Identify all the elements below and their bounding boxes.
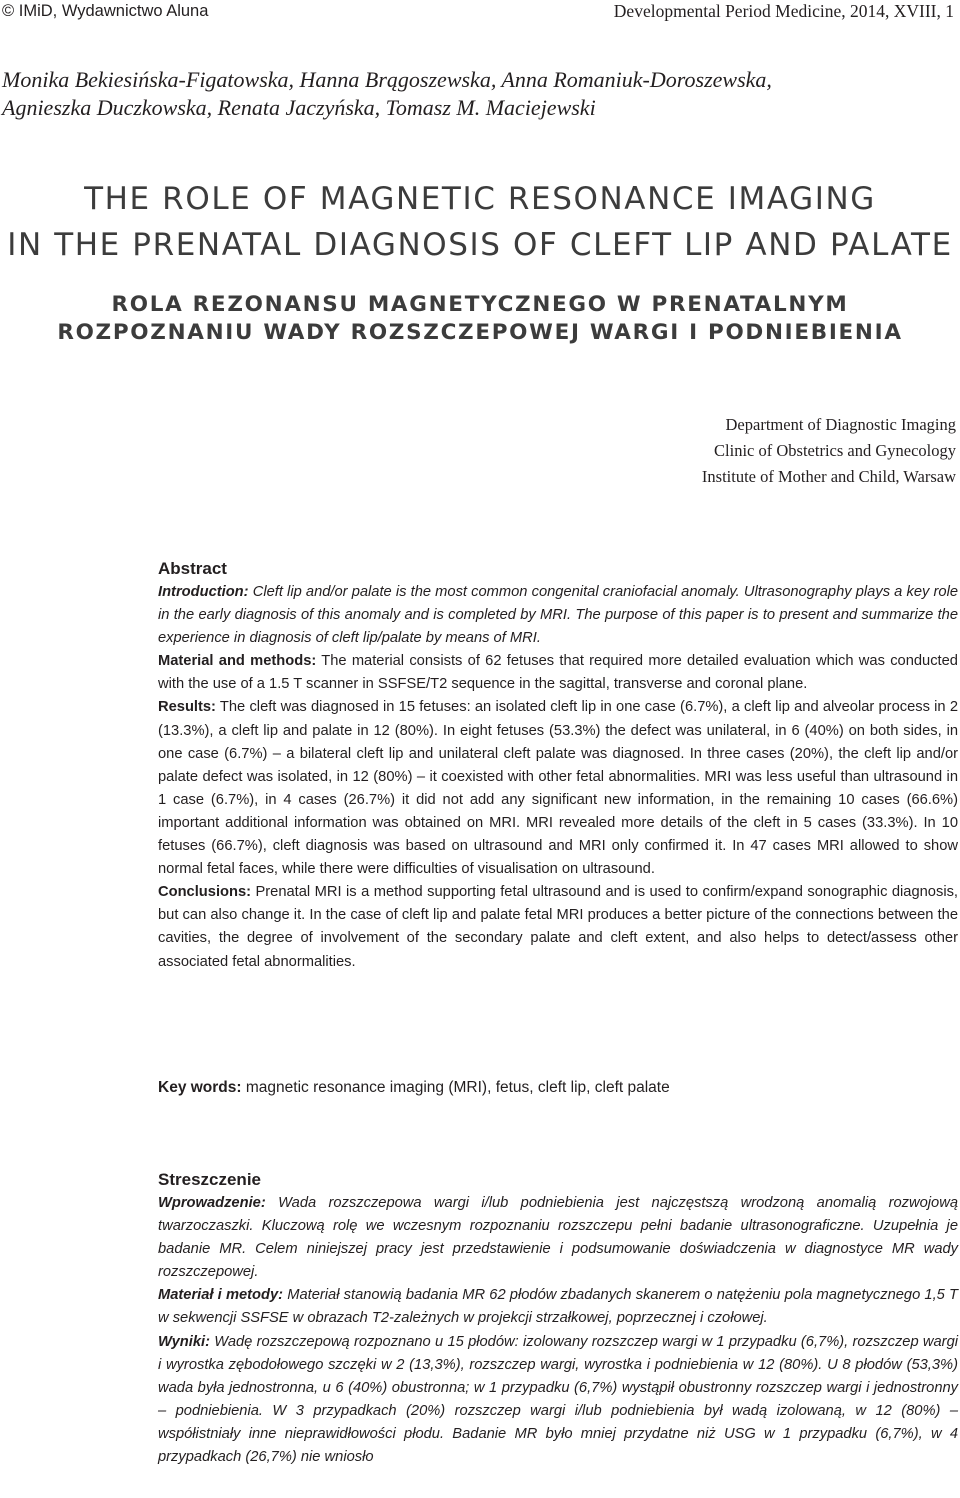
introduction-text: Ultrasonography plays a key role in the early diagnosis of this anomaly and is completed by MRI. The purpose of this paper is to present and summarize the experience in diagnosis of cleft lip/palate by means of MRI.	[158, 584, 958, 647]
author-list	[2, 66, 952, 122]
keywords-text: magnetic resonance imaging (MRI), fetus, cleft lip, cleft palate	[241, 1079, 670, 1096]
abstract-introduction	[158, 581, 958, 650]
affiliation-line-2: Clinic of Obstetrics and Gynecology	[714, 441, 956, 460]
streszczenie-introduction	[158, 1192, 958, 1284]
streszczenie-heading: Streszczenie	[158, 1170, 261, 1189]
streszczenie-section	[158, 1168, 958, 1469]
keywords-line	[158, 1076, 958, 1099]
title-english-line-2: IN THE PRENATAL DIAGNOSIS OF CLEFT LIP AND PALATE	[7, 227, 953, 263]
keywords-section	[158, 1076, 958, 1099]
abstract-methods	[158, 650, 958, 696]
title-polish	[0, 291, 960, 347]
abstract-conclusions	[158, 881, 958, 973]
abstract-results	[158, 696, 958, 881]
journal-copyright: © IMiD, Wydawnictwo Aluna	[2, 2, 209, 20]
author-line-1: Monika Bekiesińska-Figatowska, Hanna Brągoszewska, Anna Romaniuk-Doroszewska,	[2, 67, 772, 92]
affiliation-line-3: Institute of Mother and Child, Warsaw	[701, 467, 956, 486]
keywords-label: Key words:	[158, 1079, 242, 1096]
title-polish-line-1: ROLA REZONANSU MAGNETYCZNEGO W PRENATALNYM	[111, 292, 849, 317]
metody-text: Materiał stanowią badania MR 62 płodów zbadanych skanerem o natężeniu pola magnetycznego 1,5 T w sekwencji SSFSE w obrazach T2-zależnych w projekcji strzałkowej, poprzecznej i czołowej.	[158, 1287, 958, 1327]
affiliation-line-1: Department of Diagnostic Imaging	[725, 415, 956, 434]
wprowadzenie-label: Wprowadzenie:	[158, 1195, 266, 1211]
results-label: Results:	[158, 699, 216, 716]
author-line-2: Agnieszka Duczkowska, Renata Jaczyńska, Tomasz M. Maciejewski	[2, 95, 596, 120]
title-english	[0, 176, 960, 268]
streszczenie-methods	[158, 1284, 958, 1330]
introduction-label: Introduction:	[158, 584, 249, 600]
affiliation	[702, 412, 956, 490]
conclusions-label: Conclusions:	[158, 884, 252, 901]
abstract-section	[158, 557, 958, 974]
abstract-heading: Abstract	[158, 559, 227, 578]
wyniki-label: Wyniki:	[158, 1333, 210, 1350]
conclusions-text: Prenatal MRI is a method supporting fetal ultrasound and is used to confirm/expand sonographic diagnosis, but can also change it. In the case of cleft lip and palate fetal MRI produces a better picture of the connections between the cavities, the degree of involvement of the secondary palate and cleft extent, and also helps to detect/assess other associated fetal abnormalities.	[158, 884, 958, 970]
metody-label: Materiał i metody:	[158, 1287, 284, 1304]
journal-citation: Developmental Period Medicine, 2014, XVIII, 1	[613, 1, 954, 21]
methods-text: The material consists of 62 fetuses that required more detailed evaluation which was conducted with the use of a 1.5 T scanner in SSFSE/T2 sequence in the sagittal, transverse and coronal plane.	[158, 653, 958, 693]
streszczenie-results	[158, 1331, 958, 1470]
introduction-italic-text: Cleft lip and/or palate is the most common congenital craniofacial anomaly.	[248, 584, 740, 600]
title-polish-line-2: ROZPOZNANIU WADY ROZSZCZEPOWEJ WARGI I PODNIEBIENIA	[57, 320, 903, 345]
results-text: The cleft was diagnosed in 15 fetuses: an isolated cleft lip in one case (6.7%), a cleft lip and alveolar process in 2 (13.3%), a cleft lip and palate in 12 (80%). In eight fetuses (53.3%) the defect was unilateral, in 6 (40%) on both sides, in one case (6.7%) – a bilateral cleft lip and unilateral cleft palate was diagnosed. In three cases (20%), the cleft lip and/or palate defect was isolated, in 12 (80%) – it coexisted with other fetal abnormalities. MRI was less useful than ultrasound in 1 case (6.7%), in 4 cases (26.7%) it did not add any significant new information, in the remaining 10 cases (66.6%) important additional information was obtained on MRI. MRI revealed more details of the cleft in 5 cases (33.3%). In 10 fetuses (66.7%), cleft diagnosis was based on ultrasound and MRI only confirmed it. In 47 cases MRI allowed to show normal fetal faces, while there were difficulties of visualisation on ultrasound.	[158, 699, 958, 878]
methods-label: Material and methods:	[158, 653, 317, 670]
title-english-line-1: THE ROLE OF MAGNETIC RESONANCE IMAGING	[84, 181, 876, 217]
wprowadzenie-text: Wada rozszczepowa wargi i/lub podniebienia jest najczęstszą wrodzoną anomalią rozwojową twarzoczaszki. Kluczową rolę we wczesnym rozpoznaniu rozszczepu pełni badanie ultrasonograficzne. Uzupełnia je badanie MR. Celem niniejszej pracy jest przedstawienie i podsumowanie doświadczenia w diagnostyce MR wady rozszczepowej.	[158, 1195, 958, 1281]
wyniki-text: Wadę rozszczepową rozpoznano u 15 płodów: izolowany rozszczep wargi w 1 przypadku (6,7%), rozszczep wargi i wyrostka zębodołowego szczęki w 2 (13,3%), rozszczep wargi, wyrostka i podniebienia w 12 (80%). U 8 płodów (53,3%) wada była jednostronna, u 6 (40%) obustronna; w 1 przypadku (6,7%) wystąpił obustronny rozszczep wargi i jednostronny – podniebienia. W 3 przypadkach (20%) rozszczep wargi i/lub podniebienia był wadą izolowaną, w 12 (80%) – współistniały inne nieprawidłowości płodu. Badanie MR było mniej przydatne niż USG w 1 przypadku (6,7%), w 4 przypadkach (26,7%) nie wniosło	[158, 1333, 958, 1466]
